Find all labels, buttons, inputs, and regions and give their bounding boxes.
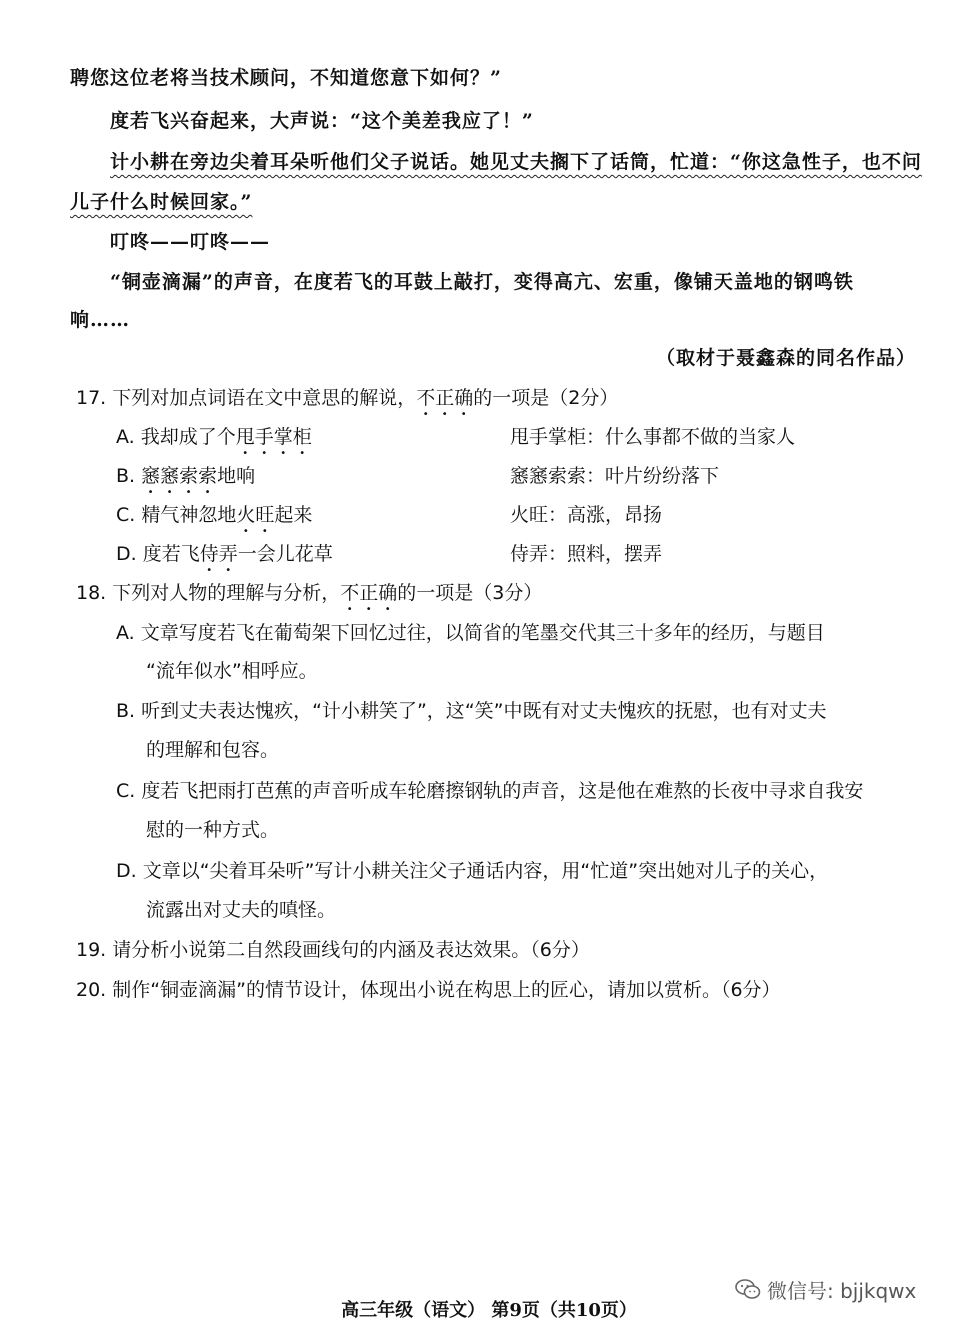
q18-option-b-line-1: [116, 699, 827, 723]
q17-stem-after: 的一项是（2分）: [473, 387, 619, 409]
q17-stem-before: 下列对加点词语在文中意思的解说，: [112, 387, 417, 409]
passage-source: （取材于聂鑫森的同名作品）: [655, 347, 916, 369]
q20-number: 20.: [76, 979, 107, 1001]
q18-option-b-line-2: 的理解和包容。: [146, 739, 280, 761]
q18-stem-before: 下列对人物的理解与分析，: [112, 582, 341, 604]
q18-option-c-line-2: 慰的一种方式。: [146, 819, 280, 841]
q18-stem: [76, 581, 542, 615]
q17-option-c: [116, 503, 312, 537]
passage-line-6: “铜壶滴漏”的声音，在度若飞的耳鼓上敲打，变得高亢、宏重，像铺天盖地的钢鸣铁: [110, 271, 854, 293]
passage-line-5: 叮咚——叮咚——: [110, 231, 271, 253]
q17-number: 17.: [76, 387, 107, 409]
q18-option-a-line-1: [116, 621, 825, 645]
q18-option-letter: D.: [116, 860, 137, 882]
q17-option-a-gloss: 甩手掌柜：什么事都不做的当家人: [510, 426, 796, 448]
q20: [76, 978, 781, 1002]
q17-option-text-after: 地响: [217, 465, 256, 487]
q17-option-c-gloss: 火旺：高涨，昂扬: [510, 504, 663, 526]
q18-option-text: 度若飞把雨打芭蕉的声音听成车轮磨擦钢轨的声音，这是他在难熬的长夜中寻求自我安: [141, 780, 864, 802]
q17-option-text: 精气神忽地: [141, 504, 237, 526]
q18-option-text: 文章写度若飞在葡萄架下回忆过往，以简省的笔墨交代其三十多年的经历，与题目: [140, 622, 825, 644]
q18-number: 18.: [76, 582, 107, 604]
q17-option-d: [116, 542, 333, 576]
q17-option-b-gloss: 窸窸索索：叶片纷纷落下: [510, 465, 720, 487]
q18-option-d-line-2: 流露出对丈夫的嗔怪。: [146, 899, 337, 921]
passage-underlined-line-1: 计小耕在旁边尖着耳朵听他们父子说话。她见丈夫搁下了话筒，忙道：“你这急性子，也不问: [110, 151, 922, 173]
watermark-text: 微信号: bjjkqwx: [767, 1278, 917, 1303]
passage-line-2: 度若飞兴奋起来，大声说：“这个美差我应了！”: [110, 110, 534, 132]
q17-option-text-after: 起来: [274, 504, 313, 526]
q17-option-letter: A.: [116, 426, 135, 448]
q17-option-dotted-word: 甩手掌柜: [235, 426, 312, 448]
q17-option-dotted-word: 火旺: [236, 504, 275, 526]
q18-option-a-line-2: “流年似水”相呼应。: [146, 660, 318, 682]
page-footer: 高三年级（语文） 第9页（共10页）: [341, 1300, 637, 1321]
q18-option-c-line-1: [116, 779, 863, 803]
q18-option-letter: A.: [116, 622, 135, 644]
q17-stem: [76, 386, 618, 420]
q17-option-letter: B.: [116, 465, 136, 487]
q20-text: 制作“铜壶滴漏”的情节设计，体现出小说在构思上的匠心，请加以赏析。（6分）: [112, 979, 781, 1001]
q17-option-dotted-word: 侍弄: [199, 543, 238, 565]
passage-line-7: 响……: [70, 309, 131, 331]
passage-line-1: 聘您这位老将当技术顾问，不知道您意下如何？”: [70, 67, 502, 89]
q18-option-text: 文章以“尖着耳朵听”写计小耕关注父子通话内容，用“忙道”突出她对儿子的关心，: [142, 860, 829, 882]
q17-option-text: 我却成了个: [140, 426, 236, 448]
q18-option-letter: C.: [116, 780, 136, 802]
q17-option-a: [116, 425, 312, 459]
q17-option-text-after: 一会儿花草: [237, 543, 333, 565]
q18-stem-dotted: 不正确: [340, 582, 398, 604]
q17-option-dotted-word: 窸窸索索: [141, 465, 218, 487]
q18-option-text: 听到丈夫表达愧疚，“计小耕笑了”，这“笑”中既有对丈夫愧疚的抚慰，也有对丈夫: [141, 700, 827, 722]
q18-option-d-line-1: [116, 859, 828, 883]
q17-option-b: [116, 464, 255, 498]
q19: [76, 938, 590, 962]
q18-option-letter: B.: [116, 700, 136, 722]
q18-stem-after: 的一项是（3分）: [397, 582, 543, 604]
q19-number: 19.: [76, 939, 107, 961]
q17-option-text: 度若飞: [142, 543, 200, 565]
passage-underlined-line-2: 儿子什么时候回家。”: [70, 191, 253, 213]
q17-option-letter: D.: [116, 543, 137, 565]
q17-stem-dotted: 不正确: [416, 387, 474, 409]
q17-option-d-gloss: 侍弄：照料，摆弄: [510, 543, 663, 565]
q19-text: 请分析小说第二自然段画线句的内涵及表达效果。（6分）: [112, 939, 590, 961]
q17-option-letter: C.: [116, 504, 136, 526]
